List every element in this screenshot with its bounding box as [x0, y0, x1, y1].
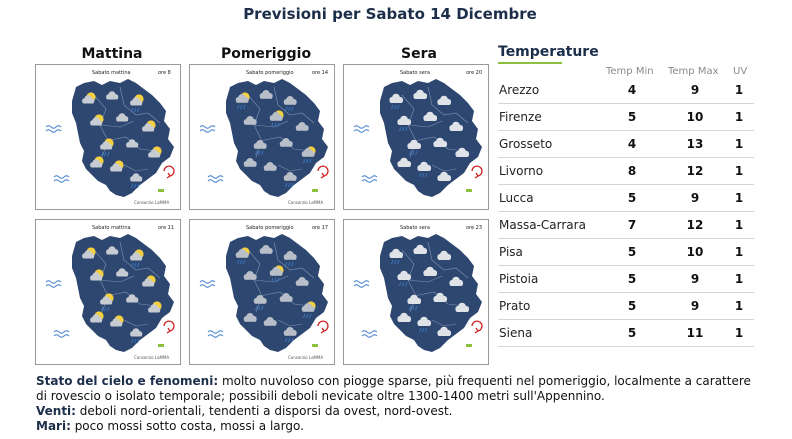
temperature-row	[498, 212, 754, 239]
column-header-evening: Sera	[401, 46, 437, 62]
temperature-legend-icon	[158, 344, 164, 347]
temp-max-value: 9	[690, 191, 700, 205]
sea-label: Mari:	[36, 419, 71, 433]
temp-min-value: 5	[627, 191, 637, 205]
map-time-label: ore 14	[312, 70, 329, 76]
map-panel-afternoon-2[interactable]	[189, 219, 335, 365]
city-name: Lucca	[499, 191, 534, 205]
uv-value: 1	[734, 137, 744, 151]
temp-min-value: 8	[627, 164, 637, 178]
weather-map	[36, 220, 180, 364]
map-credit: Consorzio LaMMA	[288, 200, 324, 205]
wind-text: deboli nord-orientali, tendenti a disporsi da ovest, nord-ovest.	[75, 404, 453, 418]
temp-min-value: 5	[627, 245, 637, 259]
map-panel-morning-1[interactable]	[35, 64, 181, 210]
map-day-label: Sabato mattina	[92, 225, 131, 231]
temp-max-value: 11	[686, 326, 704, 340]
uv-value: 1	[734, 326, 744, 340]
header-temp-min: Temp Min	[606, 66, 654, 77]
page-title: Previsioni per Sabato 14 Dicembre	[243, 5, 537, 23]
map-panel-morning-2[interactable]	[35, 219, 181, 365]
temp-max-value: 10	[686, 245, 704, 259]
temperature-row	[498, 185, 754, 212]
weather-map	[190, 65, 334, 209]
map-day-label: Sabato pomeriggio	[246, 70, 294, 76]
temperature-legend-icon	[312, 189, 318, 192]
temp-max-value: 12	[686, 218, 704, 232]
temp-min-value: 4	[627, 83, 637, 97]
wind-label: Venti:	[36, 404, 76, 418]
column-header-afternoon: Pomeriggio	[220, 46, 312, 62]
uv-value: 1	[734, 218, 744, 232]
temperature-legend-icon	[466, 344, 472, 347]
weather-map	[36, 65, 180, 209]
city-name: Pisa	[499, 245, 523, 259]
forecast-description	[36, 374, 756, 434]
temperature-legend-icon	[466, 189, 472, 192]
temp-min-value: 5	[627, 272, 637, 286]
uv-value: 1	[734, 83, 744, 97]
header-uv: UV	[733, 66, 748, 77]
temp-max-value: 9	[690, 83, 700, 97]
sky-text: molto nuvoloso con piogge sparse, più frequenti nel pomeriggio, localmente a carattere di rovescio o isolato temporale; possibili deboli nevicate oltre 1300-1400 metri sull'Appennino.	[36, 374, 751, 403]
city-name: Pistoia	[499, 272, 539, 286]
weather-map	[344, 65, 488, 209]
temperature-table-title: Temperature	[498, 44, 599, 60]
city-name: Firenze	[499, 110, 542, 124]
temperature-row	[498, 320, 754, 347]
city-name: Arezzo	[499, 83, 540, 97]
sea-text: poco mossi sotto costa, mossi a largo.	[70, 419, 304, 433]
city-name: Grosseto	[499, 137, 553, 151]
weather-map	[344, 220, 488, 364]
temp-min-value: 7	[627, 218, 637, 232]
weather-map	[190, 220, 334, 364]
temperature-row	[498, 104, 754, 131]
map-credit: Consorzio LaMMA	[134, 355, 170, 360]
temp-max-value: 9	[690, 299, 700, 313]
temp-min-value: 4	[627, 137, 637, 151]
title-underline	[498, 62, 562, 64]
map-time-label: ore 11	[158, 225, 175, 231]
sky-paragraph	[36, 374, 756, 404]
uv-value: 1	[734, 245, 744, 259]
map-day-label: Sabato sera	[400, 225, 430, 231]
wind-paragraph	[36, 404, 756, 419]
map-time-label: ore 17	[312, 225, 329, 231]
temperature-legend-icon	[158, 189, 164, 192]
map-panel-evening-2[interactable]	[343, 219, 489, 365]
map-day-label: Sabato mattina	[92, 70, 131, 76]
temperature-row	[498, 131, 754, 158]
uv-value: 1	[734, 164, 744, 178]
city-name: Massa-Carrara	[499, 218, 586, 232]
map-time-label: ore 20	[466, 70, 483, 76]
map-day-label: Sabato sera	[400, 70, 430, 76]
temperature-row	[498, 239, 754, 266]
temp-max-value: 9	[690, 272, 700, 286]
temp-max-value: 13	[686, 137, 704, 151]
temperature-legend-icon	[312, 344, 318, 347]
city-name: Siena	[499, 326, 533, 340]
sea-paragraph	[36, 419, 756, 434]
city-name: Prato	[499, 299, 531, 313]
map-panel-afternoon-1[interactable]	[189, 64, 335, 210]
map-time-label: ore 8	[158, 70, 171, 76]
temp-min-value: 5	[627, 299, 637, 313]
temperature-row	[498, 293, 754, 320]
column-header-morning: Mattina	[81, 46, 143, 62]
map-credit: Consorzio LaMMA	[288, 355, 324, 360]
sky-label: Stato del cielo e fenomeni:	[36, 374, 219, 388]
uv-value: 1	[734, 191, 744, 205]
uv-value: 1	[734, 299, 744, 313]
temp-max-value: 12	[686, 164, 704, 178]
temperature-row	[498, 77, 754, 104]
temperature-row	[498, 266, 754, 293]
uv-value: 1	[734, 272, 744, 286]
map-panel-evening-1[interactable]	[343, 64, 489, 210]
map-day-label: Sabato pomeriggio	[246, 225, 294, 231]
temp-max-value: 10	[686, 110, 704, 124]
map-credit: Consorzio LaMMA	[134, 200, 170, 205]
city-name: Livorno	[499, 164, 544, 178]
temp-min-value: 5	[627, 110, 637, 124]
temperature-row	[498, 158, 754, 185]
header-temp-max: Temp Max	[668, 66, 719, 77]
temp-min-value: 5	[627, 326, 637, 340]
map-time-label: ore 23	[466, 225, 483, 231]
uv-value: 1	[734, 110, 744, 124]
